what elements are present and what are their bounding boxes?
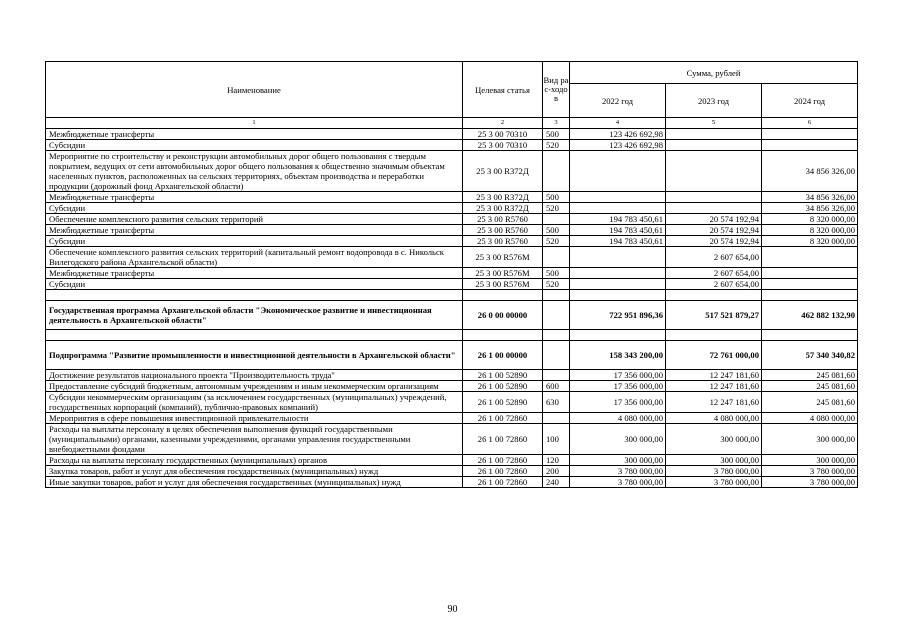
cell-name: Обеспечение комплексного развития сельских территорий (капитальный ремонт водопровода в с. Никольск Вилегодского района Архангельской области) [46,247,463,268]
column-number: 5 [666,118,762,129]
cell-v2023: 20 574 192,94 [666,236,762,247]
cell-type [543,301,570,330]
table-row [46,413,858,424]
cell-v2023: 3 780 000,00 [666,466,762,477]
table-row [46,192,858,203]
table-row [46,214,858,225]
cell-code: 26 1 00 00000 [463,341,543,370]
cell-name: Подпрограмма "Развитие промышленности и инвестиционной деятельности в Архангельской области" [46,341,463,370]
cell-v2023: 72 761 000,00 [666,341,762,370]
column-number: 6 [762,118,858,129]
cell-code: 26 1 00 72860 [463,413,543,424]
cell-v2024: 300 000,00 [762,424,858,455]
cell-code: 25 3 00 R5760 [463,225,543,236]
cell-v2024 [762,140,858,151]
cell-v2022: 17 356 000,00 [570,392,666,413]
table-row [46,424,858,455]
table-row [46,466,858,477]
table-row [46,225,858,236]
cell-v2023: 4 080 000,00 [666,413,762,424]
cell-code: 25 3 00 R576M [463,268,543,279]
table-row [46,268,858,279]
cell-v2022 [570,268,666,279]
column-number-row [46,118,858,129]
cell-name: Межбюджетные трансферты [46,225,463,236]
cell-v2023: 517 521 879,27 [666,301,762,330]
cell-type: 600 [543,381,570,392]
cell-code: 26 1 00 72860 [463,477,543,488]
cell-name: Обеспечение комплексного развития сельских территорий [46,214,463,225]
cell-type [543,413,570,424]
cell-v2022: 123 426 692,98 [570,129,666,140]
cell-v2024: 245 081,60 [762,370,858,381]
cell-code: 25 3 00 R576M [463,279,543,290]
cell-code: 25 3 00 R372Д [463,203,543,214]
table-row [46,203,858,214]
table-row [46,140,858,151]
cell-v2022 [570,279,666,290]
cell-v2023: 20 574 192,94 [666,225,762,236]
cell-name: Государственная программа Архангельской области "Экономическое развитие и инвестиционная деятельность в Архангельской области" [46,301,463,330]
cell-name: Межбюджетные трансферты [46,268,463,279]
cell-type: 100 [543,424,570,455]
cell-v2024: 3 780 000,00 [762,466,858,477]
cell-v2024: 34 856 326,00 [762,192,858,203]
cell-v2024: 245 081,60 [762,392,858,413]
spacer-row [46,290,858,301]
table-row [46,247,858,268]
cell-code: 26 1 00 52890 [463,381,543,392]
cell-v2024: 300 000,00 [762,455,858,466]
spacer-row [46,330,858,341]
cell-code: 26 1 00 52890 [463,392,543,413]
cell-v2022: 17 356 000,00 [570,381,666,392]
column-number: 3 [543,118,570,129]
cell-type: 630 [543,392,570,413]
cell-v2024 [762,247,858,268]
cell-code: 25 3 00 70310 [463,140,543,151]
cell-name: Предоставление субсидий бюджетным, автономным учреждениям и иным некоммерческим организациям [46,381,463,392]
cell-name: Субсидии [46,279,463,290]
cell-code: 26 1 00 72860 [463,424,543,455]
cell-v2022: 300 000,00 [570,424,666,455]
cell-code: 26 1 00 72860 [463,455,543,466]
cell-code: 25 3 00 R372Д [463,192,543,203]
cell-name: Межбюджетные трансферты [46,129,463,140]
cell-v2023 [666,203,762,214]
table-row [46,455,858,466]
cell-name: Субсидии [46,203,463,214]
budget-table [45,61,858,488]
table-row [46,392,858,413]
cell-v2024: 8 320 000,00 [762,225,858,236]
cell-type: 200 [543,466,570,477]
cell-name: Межбюджетные трансферты [46,192,463,203]
cell-name: Достижение результатов национального проекта "Производительность труда" [46,370,463,381]
cell-code: 25 3 00 70310 [463,129,543,140]
cell-v2022: 123 426 692,98 [570,140,666,151]
cell-v2023: 2 607 654,00 [666,247,762,268]
cell-type [543,247,570,268]
cell-v2022: 17 356 000,00 [570,370,666,381]
cell-name: Закупка товаров, работ и услуг для обеспечения государственных (муниципальных) нужд [46,466,463,477]
header-year-2023: 2023 год [666,84,762,118]
cell-type: 520 [543,140,570,151]
cell-v2023: 2 607 654,00 [666,279,762,290]
cell-name: Иные закупки товаров, работ и услуг для обеспечения государственных (муниципальных) нужд [46,477,463,488]
program-row [46,301,858,330]
header-year-2024: 2024 год [762,84,858,118]
cell-type: 500 [543,268,570,279]
cell-v2022 [570,151,666,192]
cell-v2024: 8 320 000,00 [762,236,858,247]
cell-v2023: 3 780 000,00 [666,477,762,488]
cell-code: 25 3 00 R372Д [463,151,543,192]
cell-type: 500 [543,225,570,236]
column-number: 2 [463,118,543,129]
program-row [46,341,858,370]
header-amount: Сумма, рублей [570,62,858,84]
cell-code: 26 1 00 72860 [463,466,543,477]
cell-type [543,341,570,370]
page-number: 90 [447,604,458,615]
cell-type: 240 [543,477,570,488]
cell-v2022 [570,247,666,268]
cell-code: 26 0 00 00000 [463,301,543,330]
cell-type [543,214,570,225]
column-number: 4 [570,118,666,129]
cell-v2023: 12 247 181,60 [666,370,762,381]
cell-code: 26 1 00 52890 [463,370,543,381]
cell-v2023 [666,140,762,151]
cell-name: Расходы на выплаты персоналу в целях обеспечения выполнения функций государственными (муниципальными) органами, казенными учреждениями, органами управления государственными внебюджетными фондами [46,424,463,455]
header-name: Наименование [46,62,463,118]
cell-v2023 [666,151,762,192]
cell-v2022: 300 000,00 [570,455,666,466]
cell-v2022: 4 080 000,00 [570,413,666,424]
cell-type: 120 [543,455,570,466]
cell-v2024: 245 081,60 [762,381,858,392]
table-body [46,129,858,488]
cell-name: Мероприятие по строительству и реконструкции автомобильных дорог общего пользования с твердым покрытием, ведущих от сети автомобильных дорог общего пользования к общественно значимым объектам населенных пунктов, расположенных на сельских территориях, объектам производства и переработки продукции (дорожный фонд Архангельской области) [46,151,463,192]
cell-v2024: 3 780 000,00 [762,477,858,488]
cell-v2024: 57 340 340,82 [762,341,858,370]
cell-v2024: 4 080 000,00 [762,413,858,424]
cell-v2022: 3 780 000,00 [570,477,666,488]
cell-v2023: 12 247 181,60 [666,392,762,413]
cell-v2022 [570,192,666,203]
cell-v2023: 300 000,00 [666,455,762,466]
cell-type [543,151,570,192]
cell-v2022 [570,203,666,214]
cell-v2023: 2 607 654,00 [666,268,762,279]
cell-v2022: 722 951 896,36 [570,301,666,330]
cell-v2023: 20 574 192,94 [666,214,762,225]
cell-v2022: 194 783 450,61 [570,236,666,247]
cell-type: 500 [543,192,570,203]
header-year-2022: 2022 год [570,84,666,118]
table-row [46,477,858,488]
cell-v2024 [762,279,858,290]
cell-v2024: 8 320 000,00 [762,214,858,225]
cell-v2022: 3 780 000,00 [570,466,666,477]
header-type: Вид рас-ходов [543,62,570,118]
table-row [46,381,858,392]
cell-v2023: 12 247 181,60 [666,381,762,392]
cell-v2024 [762,268,858,279]
cell-name: Субсидии [46,140,463,151]
cell-code: 25 3 00 R576M [463,247,543,268]
table-row [46,129,858,140]
cell-type: 520 [543,279,570,290]
cell-v2024: 34 856 326,00 [762,203,858,214]
table-row [46,151,858,192]
cell-v2024: 462 882 132,90 [762,301,858,330]
header-code: Целевая статья [463,62,543,118]
cell-v2023 [666,192,762,203]
cell-v2023: 300 000,00 [666,424,762,455]
column-number: 1 [46,118,463,129]
cell-v2024: 34 856 326,00 [762,151,858,192]
cell-type: 500 [543,129,570,140]
cell-code: 25 3 00 R5760 [463,236,543,247]
cell-code: 25 3 00 R5760 [463,214,543,225]
cell-name: Мероприятия в сфере повышения инвестиционной привлекательности [46,413,463,424]
table-row [46,370,858,381]
cell-v2022: 158 343 200,00 [570,341,666,370]
table-row [46,236,858,247]
cell-type: 520 [543,203,570,214]
cell-v2023 [666,129,762,140]
cell-v2024 [762,129,858,140]
cell-v2022: 194 783 450,61 [570,214,666,225]
cell-name: Субсидии некоммерческим организациям (за исключением государственных (муниципальных) учреждений, государственных корпораций (компаний), публично-правовых компаний) [46,392,463,413]
cell-type: 520 [543,236,570,247]
cell-name: Расходы на выплаты персоналу государственных (муниципальных) органов [46,455,463,466]
cell-name: Субсидии [46,236,463,247]
cell-type [543,370,570,381]
table-row [46,279,858,290]
cell-v2022: 194 783 450,61 [570,225,666,236]
